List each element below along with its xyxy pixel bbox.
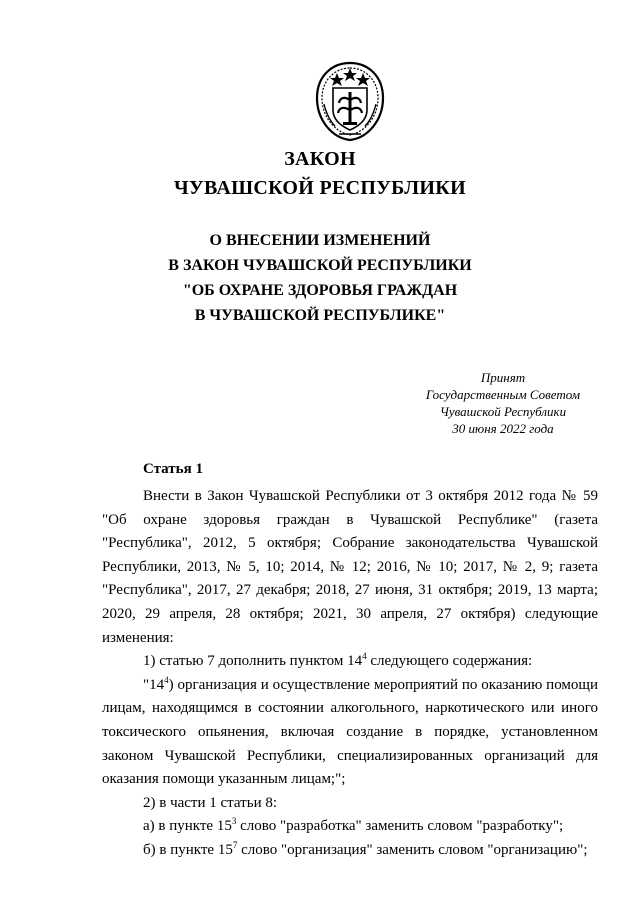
superscript: 4 xyxy=(164,674,169,685)
article-body xyxy=(102,485,598,863)
text-span: ) организация и осуществление мероприятий по оказанию помощи лицам, находящимся в состоянии алкогольного, наркотического или иного токсического опьянения, включая создание в порядке, установленном законом Чувашской Республики, специализированных организаций для оказания помощи указанным лицам;"; xyxy=(102,676,598,788)
article-heading: Статья 1 xyxy=(143,461,203,477)
adoption-line: Принят xyxy=(480,370,526,385)
document-subtitle xyxy=(0,228,640,328)
text-span: слово "разработка" заменить словом "разработку"; xyxy=(236,818,564,835)
subtitle-line: О ВНЕСЕНИИ ИЗМЕНЕНИЙ xyxy=(209,232,431,249)
adoption-date: 30 июня 2022 года xyxy=(452,421,554,436)
text-span: а) в пункте 15 xyxy=(143,818,232,835)
subtitle-line: В ЗАКОН ЧУВАШСКОЙ РЕСПУБЛИКИ xyxy=(168,257,472,274)
amendment-item-2b xyxy=(102,839,598,863)
subtitle-line: "ОБ ОХРАНЕ ЗДОРОВЬЯ ГРАЖДАН xyxy=(182,282,458,299)
superscript: 7 xyxy=(232,839,238,850)
subtitle-line: В ЧУВАШСКОЙ РЕСПУБЛИКЕ" xyxy=(194,307,446,324)
amendment-item-1 xyxy=(102,650,598,674)
text-span: 1) статью 7 дополнить пунктом 14 xyxy=(143,653,363,670)
article-intro-paragraph: Внести в Закон Чувашской Республики от 3 октября 2012 года № 59 "Об охране здоровья граждан в Чувашской Республике" (газета "Республика", 2012, 5 октября; Собрание законодательства Чувашской Республики, 2013, № 5, 10; 2014, № 12; 2016, № 10; 2017, № 2, 9; газета "Республика", 2017, 27 декабря; 2018, 27 июня, 31 октября; 2019, 13 марта; 2020, 29 апреля, 28 октября; 2021, 30 апреля, 27 октября) следующие изменения: xyxy=(102,488,598,646)
superscript: 4 xyxy=(362,651,367,662)
amendment-item-2: 2) в части 1 статьи 8: xyxy=(143,794,278,811)
adoption-line: Государственным Советом xyxy=(425,387,581,402)
text-span: "14 xyxy=(143,676,165,693)
document-title: ЗАКОН xyxy=(284,148,356,170)
chuvash-republic-emblem-icon xyxy=(313,60,387,142)
adoption-note xyxy=(408,369,598,437)
superscript: 3 xyxy=(231,816,237,827)
amendment-quote xyxy=(102,674,598,792)
amendment-item-2a xyxy=(102,815,598,839)
text-span: б) в пункте 15 xyxy=(143,841,233,858)
adoption-line: Чувашской Республики xyxy=(439,404,567,419)
text-span: следующего содержания: xyxy=(366,653,533,670)
document-title-republic: ЧУВАШСКОЙ РЕСПУБЛИКИ xyxy=(174,177,466,199)
text-span: слово "организация" заменить словом "организацию"; xyxy=(237,841,588,858)
